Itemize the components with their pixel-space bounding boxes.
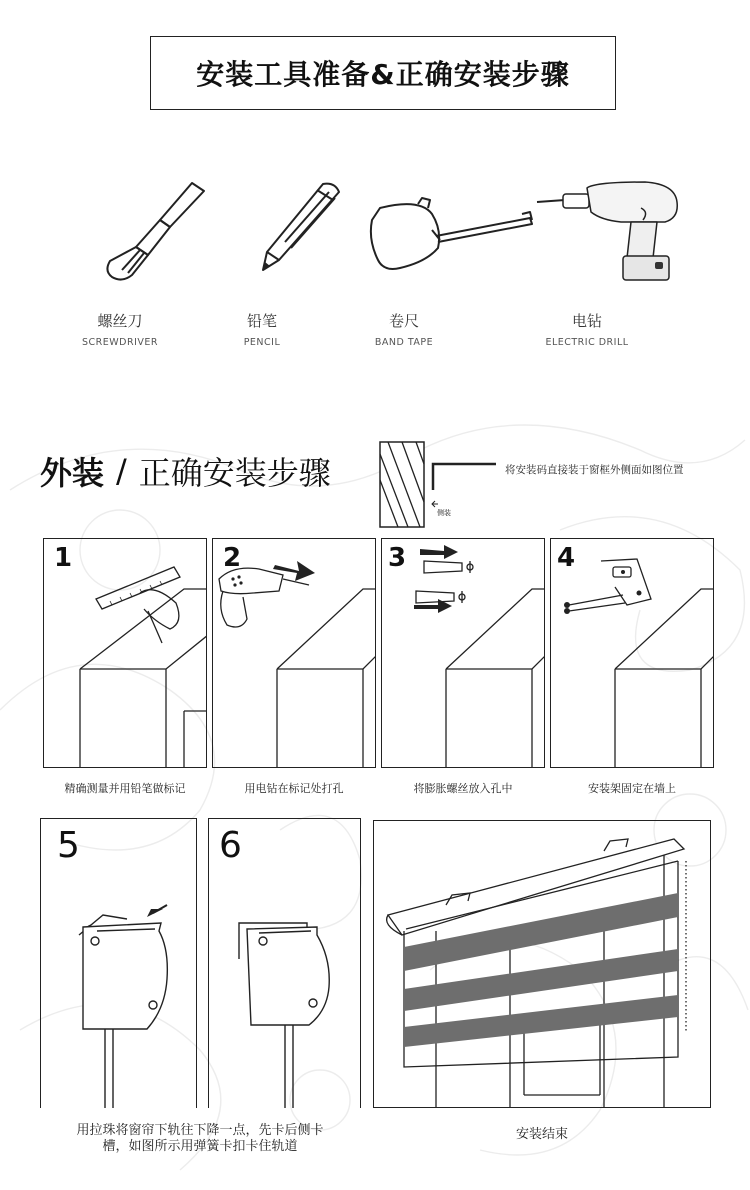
window-frame-illustration <box>44 539 207 768</box>
installed-zebra-blind-illustration <box>374 821 711 1108</box>
step-panel-6 <box>208 818 361 1108</box>
tool-label-en: PENCIL <box>243 337 281 348</box>
step-caption: 用电钻在标记处打孔 <box>244 782 344 795</box>
electric-drill-icon <box>535 178 695 288</box>
step-caption: 精确测量并用铅笔做标记 <box>64 782 186 795</box>
tool-label-en: ELECTRIC DRILL <box>545 337 629 348</box>
final-caption: 安装结束 <box>515 1127 568 1142</box>
screwdriver-icon <box>100 175 215 285</box>
step-number: 1 <box>54 543 73 573</box>
step-number: 6 <box>219 825 242 866</box>
page-title: 安装工具准备&正确安装步骤 <box>150 36 616 110</box>
side-mount-note: 将安装码直接装于窗框外侧面如图位置 <box>505 464 684 476</box>
step-panel-4 <box>550 538 714 768</box>
pencil-icon <box>255 178 345 278</box>
tool-label-en: BAND TAPE <box>374 337 434 348</box>
side-mount-label: 侧装 <box>437 509 451 517</box>
final-installed-panel <box>373 820 711 1108</box>
step-caption: 安装架固定在墙上 <box>588 782 676 795</box>
step-panel-2 <box>212 538 376 768</box>
anchor-insert-illustration <box>382 539 545 768</box>
tape-measure-icon <box>360 190 540 275</box>
section-title-outer: 外装 <box>40 454 105 492</box>
section-title-slash: / <box>116 452 127 490</box>
tool-label-cn: 卷尺 <box>388 312 419 330</box>
bracket-mount-illustration <box>551 539 714 768</box>
section-title <box>40 448 331 494</box>
tool-label-cn: 螺丝刀 <box>97 312 143 330</box>
step-panel-3 <box>381 538 545 768</box>
drilling-illustration <box>213 539 376 768</box>
step-panel-5 <box>40 818 197 1108</box>
step-number: 4 <box>557 543 576 573</box>
tool-label-en: SCREWDRIVER <box>82 337 158 348</box>
step-number: 3 <box>388 543 407 573</box>
step-number: 5 <box>57 825 80 866</box>
step56-caption <box>40 1123 360 1155</box>
step56-caption-line1: 用拉珠将窗帘下轨往下降一点，先卡后侧卡 <box>76 1123 324 1138</box>
tool-label-cn: 电钻 <box>571 312 602 330</box>
step-number: 2 <box>223 543 242 573</box>
step56-caption-line2: 槽，如图所示用弹簧卡扣卡住轨道 <box>102 1139 298 1154</box>
step-panel-1 <box>43 538 207 768</box>
step-caption: 将膨胀螺丝放入孔中 <box>413 782 513 795</box>
tool-label-cn: 铅笔 <box>246 312 277 330</box>
section-title-steps: 正确安装步骤 <box>138 454 331 492</box>
